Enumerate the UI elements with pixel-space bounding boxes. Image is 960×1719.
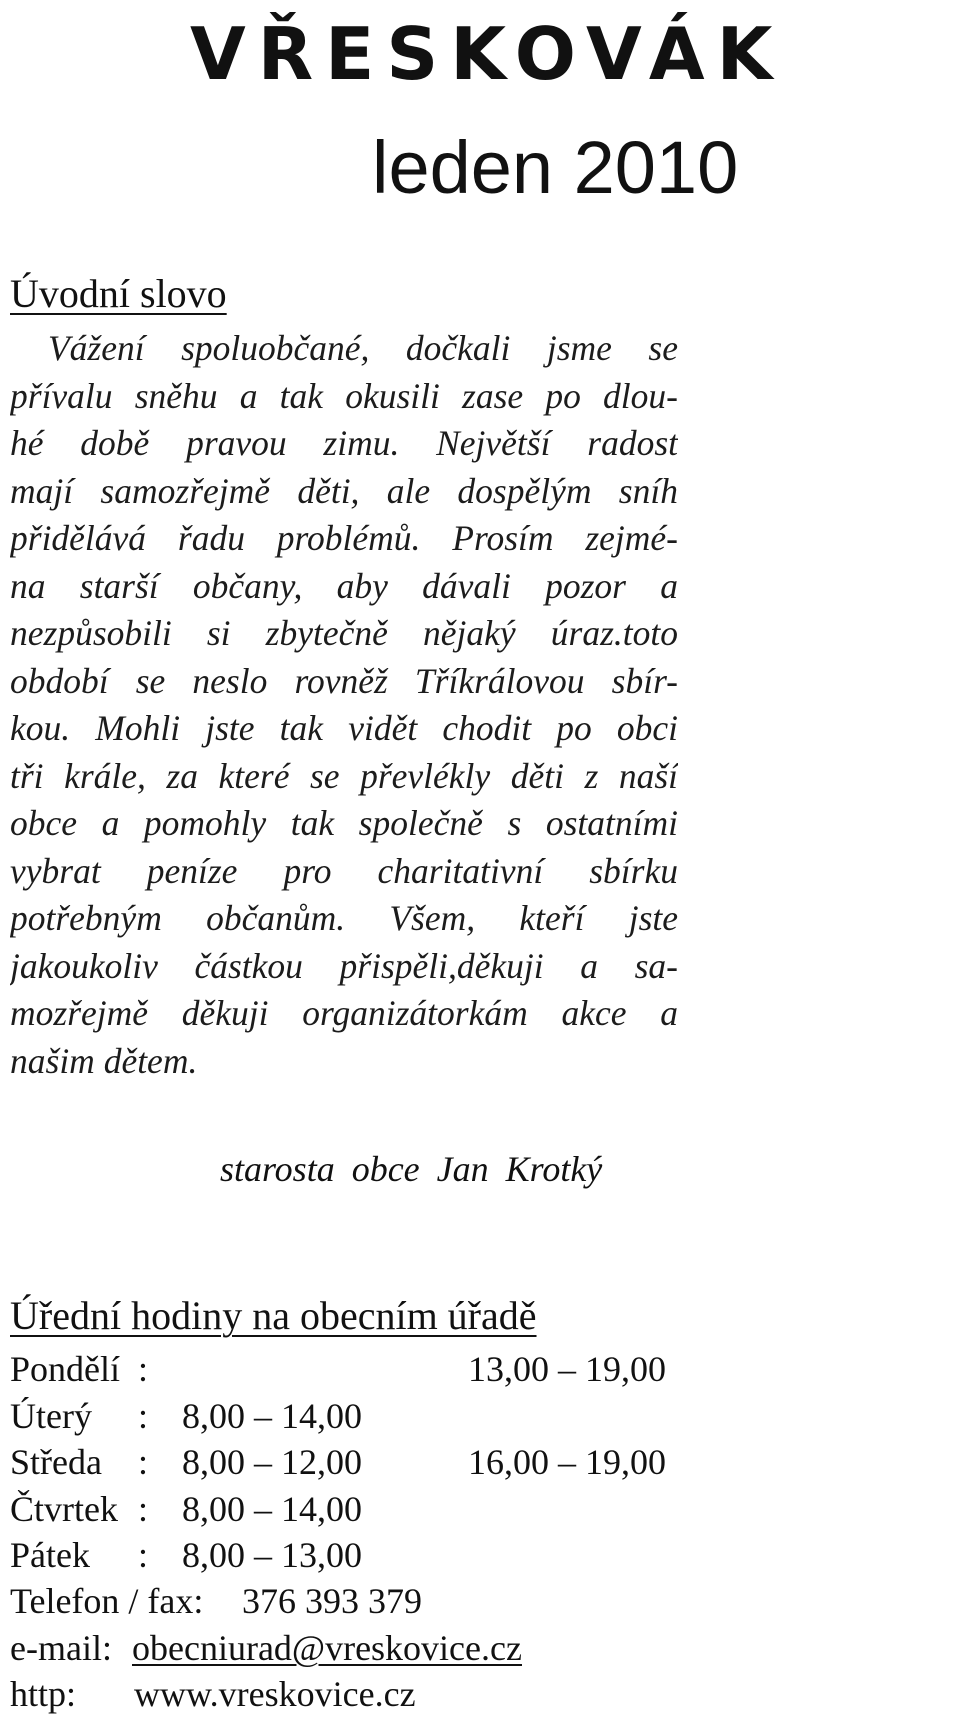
web-row: [10, 1671, 710, 1718]
intro-line: vybrat peníze pro charitativní sbírku: [10, 850, 678, 891]
hours-row-wednesday: [10, 1439, 710, 1486]
intro-line: přidělává řadu problémů. Prosím zejmé-: [10, 518, 678, 558]
intro-line: hé době pravou zimu. Největší radost: [10, 423, 678, 463]
intro-line: našim dětem.: [10, 1040, 198, 1081]
intro-line: nezpůsobili si zbytečně nějaký úraz.toto: [10, 613, 678, 653]
phone-row: [10, 1578, 710, 1625]
hours-range-2: 13,00 – 19,00: [468, 1349, 666, 1389]
day-label: Úterý: [10, 1395, 92, 1436]
separator: :: [138, 1535, 149, 1575]
separator: :: [138, 1442, 149, 1482]
intro-line: Vážení spoluobčané, dočkali jsme se: [48, 328, 678, 368]
intro-line: období se neslo rovněž Tříkrálovou sbír-: [10, 660, 678, 701]
newsletter-title: VŘESKOVÁK: [190, 12, 785, 96]
hours-range-2: 16,00 – 19,00: [468, 1442, 666, 1482]
email-link[interactable]: obecniurad@vreskovice.cz: [132, 1627, 522, 1668]
email-label: e-mail:: [10, 1627, 112, 1668]
hours-range-1: 8,00 – 14,00: [182, 1488, 362, 1529]
intro-text: [10, 325, 678, 1085]
day-label: Pondělí: [10, 1349, 121, 1389]
intro-line: na starší občany, aby dávali pozor a: [10, 565, 678, 606]
intro-line: obce a pomohly tak společně s ostatními: [10, 803, 678, 843]
hours-row-tuesday: [10, 1393, 710, 1440]
issue-date: leden 2010: [372, 126, 739, 209]
separator: :: [138, 1395, 149, 1436]
phone-number: 376 393 379: [242, 1581, 422, 1621]
intro-line: kou. Mohli jste tak vidět chodit po obci: [10, 708, 678, 748]
hours-row-monday: [10, 1346, 710, 1393]
intro-line: potřebným občanům. Všem, kteří jste: [10, 898, 678, 938]
intro-line: přívalu sněhu a tak okusili zase po dlou-: [10, 375, 678, 416]
separator: :: [138, 1488, 149, 1529]
office-hours-heading: Úřední hodiny na obecním úřadě: [10, 1293, 537, 1338]
intro-heading: Úvodní slovo: [10, 271, 227, 316]
hours-range-1: 8,00 – 13,00: [182, 1535, 362, 1575]
intro-line: mají samozřejmě děti, ale dospělým sníh: [10, 470, 678, 511]
separator: :: [138, 1349, 149, 1389]
intro-line: jakoukoliv částkou přispěli,děkuji a sa-: [10, 945, 678, 986]
hours-row-friday: [10, 1532, 710, 1579]
hours-range-1: 8,00 – 12,00: [182, 1442, 362, 1482]
mayor-signature: starosta obce Jan Krotký: [220, 1149, 603, 1189]
contact-block: [10, 1578, 710, 1718]
day-label: Pátek: [10, 1535, 90, 1575]
intro-line: mozřejmě děkuji organizátorkám akce a: [10, 993, 678, 1033]
office-hours-table: [10, 1346, 710, 1579]
hours-range-1: 8,00 – 14,00: [182, 1395, 362, 1436]
hours-row-thursday: [10, 1486, 710, 1533]
website-link[interactable]: www.vreskovice.cz: [134, 1674, 416, 1714]
phone-label: Telefon / fax:: [10, 1581, 204, 1621]
web-label: http:: [10, 1674, 77, 1714]
day-label: Středa: [10, 1442, 102, 1482]
intro-line: tři krále, za které se převlékly děti z naší: [10, 755, 678, 796]
day-label: Čtvrtek: [10, 1488, 118, 1529]
email-row: [10, 1625, 710, 1672]
